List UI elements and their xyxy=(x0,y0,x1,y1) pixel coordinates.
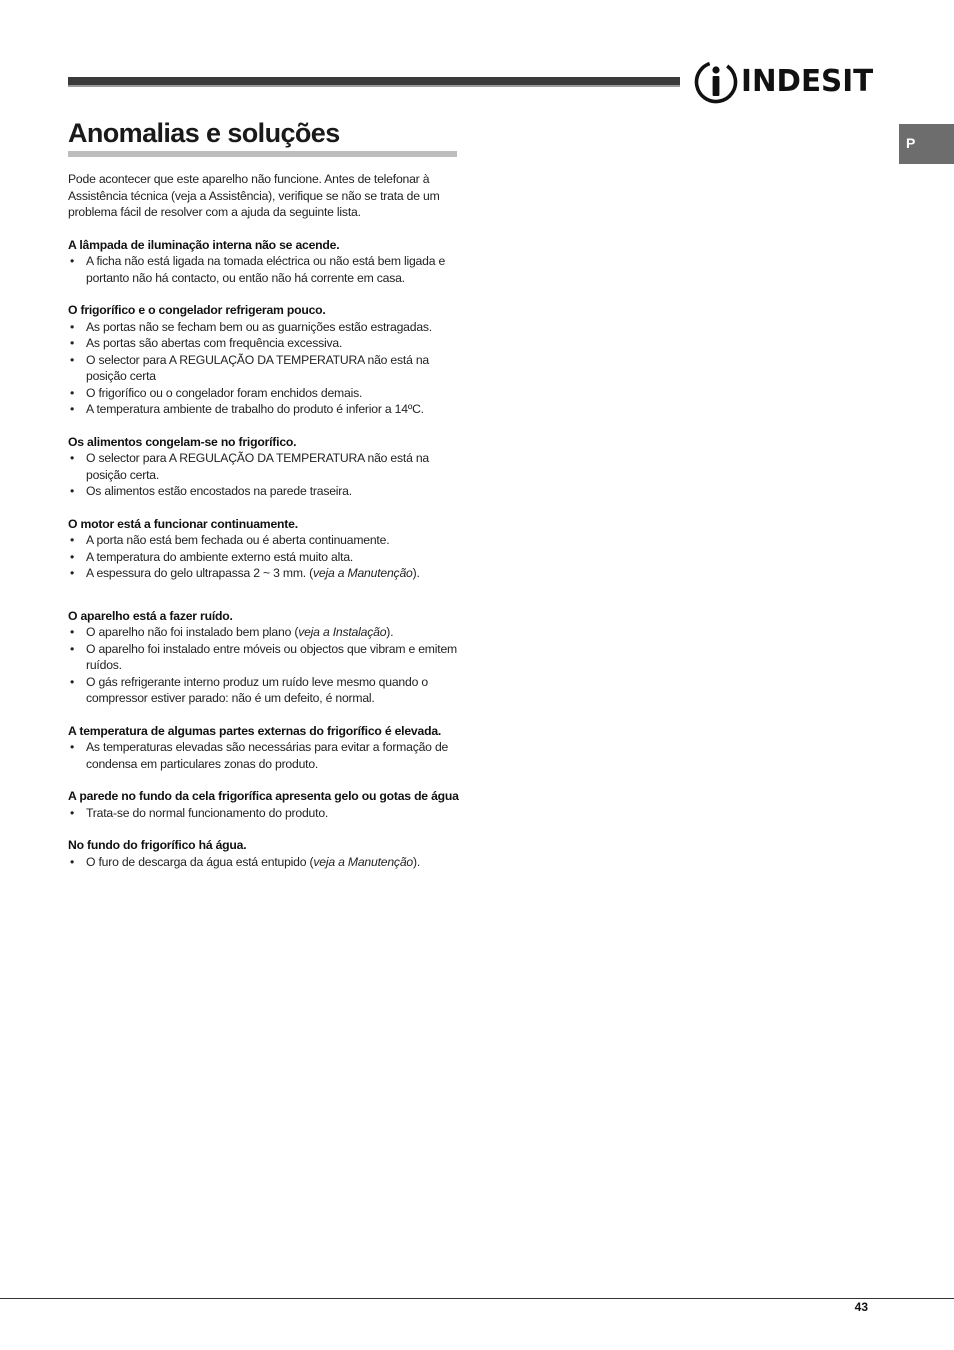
bullet-list xyxy=(68,805,460,822)
bullet-list xyxy=(68,624,460,707)
brand-wordmark: INDESIT xyxy=(741,64,874,99)
page-number: 43 xyxy=(854,1300,868,1314)
list-item: • A espessura do gelo ultrapassa 2 ~ 3 mm. (veja a Manutenção). xyxy=(68,565,460,582)
section-external-heat xyxy=(68,723,460,773)
intro-paragraph: Pode acontecer que este aparelho não funcione. Antes de telefonar à Assistência técnica (veja a Assistência), verifique se não se trata de um problema fácil de resolver com a ajuda da seguinte lista. xyxy=(68,172,440,219)
list-item: • Trata-se do normal funcionamento do produto. xyxy=(68,805,460,822)
section-heading: Os alimentos congelam-se no frigorífico. xyxy=(68,434,297,449)
bullet-list xyxy=(68,450,460,500)
section-cooling xyxy=(68,302,460,418)
list-item: • As portas são abertas com frequência excessiva. xyxy=(68,335,460,352)
list-item: • As portas não se fecham bem ou as guarnições estão estragadas. xyxy=(68,319,460,336)
list-item: • A temperatura ambiente de trabalho do produto é inferior a 14ºC. xyxy=(68,401,460,418)
section-freezing xyxy=(68,434,460,500)
list-item: • O selector para A REGULAÇÃO DA TEMPERATURA não está na posição certa xyxy=(68,352,460,385)
list-item: • O gás refrigerante interno produz um ruído leve mesmo quando o compressor estiver parado: não é um defeito, é normal. xyxy=(68,674,460,707)
section-motor xyxy=(68,516,460,582)
section-ice-wall xyxy=(68,788,460,821)
page-title: Anomalias e soluções xyxy=(68,118,340,148)
language-tab: P xyxy=(899,124,954,164)
list-item: • O aparelho não foi instalado bem plano (veja a Instalação). xyxy=(68,624,460,641)
bullet-list xyxy=(68,253,460,286)
section-heading: O frigorífico e o congelador refrigeram pouco. xyxy=(68,303,326,317)
list-item: • As temperaturas elevadas são necessárias para evitar a formação de condensa em particulares zonas do produto. xyxy=(68,739,460,772)
bullet-list xyxy=(68,319,460,418)
section-heading: O motor está a funcionar continuamente. xyxy=(68,516,298,531)
list-item: • A porta não está bem fechada ou é aberta continuamente. xyxy=(68,532,460,549)
section-heading: A parede no fundo da cela frigorífica apresenta gelo ou gotas de água xyxy=(68,789,459,803)
list-item: • O selector para A REGULAÇÃO DA TEMPERATURA não está na posição certa. xyxy=(68,450,460,483)
section-water xyxy=(68,837,460,870)
bullet-list xyxy=(68,532,460,582)
footer-rule xyxy=(0,1298,954,1299)
list-item: • O furo de descarga da água está entupido (veja a Manutenção). xyxy=(68,854,460,871)
list-item: • Os alimentos estão encostados na parede traseira. xyxy=(68,483,460,500)
section-lamp xyxy=(68,237,460,287)
section-noise xyxy=(68,608,460,707)
section-heading: O aparelho está a fazer ruído. xyxy=(68,608,233,623)
list-item: • O aparelho foi instalado entre móveis ou objectos que vibram e emitem ruídos. xyxy=(68,641,460,674)
list-item: • A temperatura do ambiente externo está muito alta. xyxy=(68,549,460,566)
bullet-list xyxy=(68,854,460,871)
title-underline xyxy=(68,151,457,157)
section-heading: A lâmpada de iluminação interna não se acende. xyxy=(68,237,340,252)
content-column xyxy=(68,171,460,886)
bullet-list xyxy=(68,739,460,772)
header-bar xyxy=(68,77,680,87)
list-item: • O frigorífico ou o congelador foram enchidos demais. xyxy=(68,385,460,402)
list-item: • A ficha não está ligada na tomada eléctrica ou não está bem ligada e portanto não há contacto, ou então não há corrente em casa. xyxy=(68,253,460,286)
indesit-i-logo-icon xyxy=(694,59,738,105)
section-heading: A temperatura de algumas partes externas do frigorífico é elevada. xyxy=(68,723,442,738)
brand-logo xyxy=(694,58,874,106)
section-heading: No fundo do frigorífico há água. xyxy=(68,838,247,852)
